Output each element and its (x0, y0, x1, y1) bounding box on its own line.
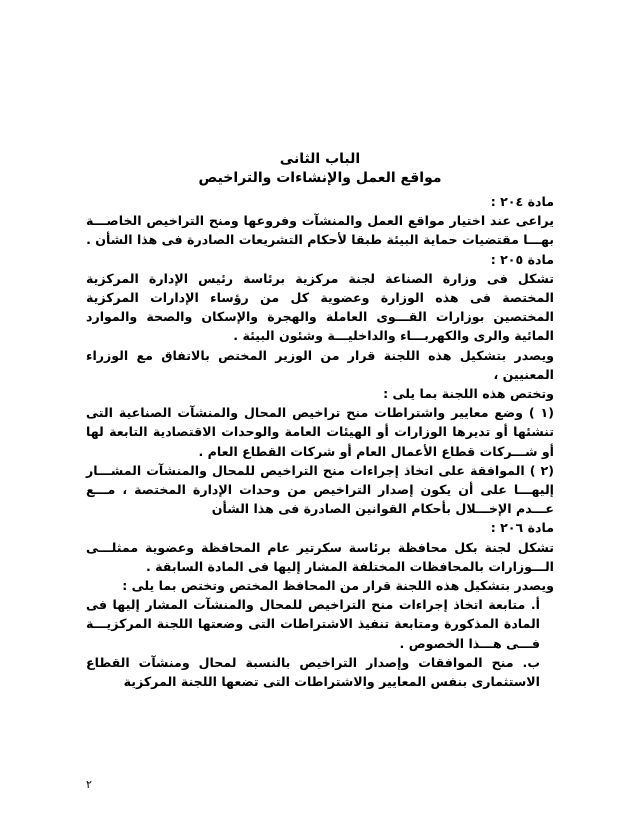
article-205-text: تشكل فى وزارة الصناعة لجنة مركزية برئاسة رئيس الإدارة المركزية المختصة فى هذه الوزارة وعضوية كل من رؤساء الإدارات المركزية المختصين بوزارات القـــوى العاملة والهجرة والإسكان والصحة والموارد المائية والرى والكهربـــاء والداخليـــة وشئون البيئة . (86, 270, 554, 344)
article-206-heading: مادة ٢٠٦ : (490, 520, 554, 536)
article-205-intro: وتختص هذه اللجنة بما يلى : (383, 386, 554, 402)
article-205-decree: ويصدر بتشكيل هذه اللجنة قرار من الوزير المختص بالاتفاق مع الوزراء المعنيين ، (86, 347, 554, 382)
article-204-text: يراعى عند اختيار مواقع العمل والمنشآت وفروعها ومنح التراخيص الخاصـــة بهـــا مقتضيات حماية البيئة طبقا لأحكام التشريعات الصادرة فى هذا الشأن . (86, 213, 554, 248)
chapter-title: الباب الثانى (279, 151, 361, 167)
page-number: ٢ (86, 778, 92, 791)
article-206-item-b: ب. منح الموافقات وإصدار التراخيص بالنسبة لمحال ومنشآت القطاع الاستثمارى بنفس المعايير والاشتراطات التى تضعها اللجنة المركزية (86, 654, 540, 690)
article-204-heading: مادة ٢٠٤ : (490, 194, 554, 209)
article-205-item-1: (١ ) وضع معايير واشتراطات منح تراخيص المحال والمنشآت الصناعية التى تنشئها أو تديرها الوزارات أو الهيئات العامة والوحدات الاقتصادية التابعة لها أو شـــركات قطاع الأعمال العام أو شركات القطاع العام . (86, 405, 554, 459)
article-206-intro: ويصدر بتشكيل هذه اللجنة قرار من المحافظ المختص وتختص بما يلى : (122, 578, 554, 594)
article-206-text: تشكل لجنة بكل محافظة برئاسة سكرتير عام المحافظة وعضوية ممثلـــى الـــوزارات بالمحافظات المختلفة المشار إليها فى المادة السابقة . (86, 539, 554, 574)
chapter-subtitle: مواقع العمل والإنشاءات والتراخيص (198, 170, 442, 186)
article-206-item-a: أ. متابعة اتخاذ إجراءات منح التراخيص للمحال والمنشآت المشار إليها فى المادة المذكورة ومتابعة تنفيذ الاشتراطات التى وضعتها اللجنة المركزيـــة فـــى هـــذا الخصوص . (86, 597, 540, 651)
document-body (86, 150, 554, 691)
article-205-item-2: (٢ ) الموافقة على اتخاذ إجراءات منح التراخيص للمحال والمنشآت المشـــار إليهـــا على أن يكون إصدار التراخيص من وحدات الإدارة المختصة ، مـــع عـــدم الإخـــلال بأحكام القوانين الصادرة فى هذا الشأن (86, 462, 554, 517)
article-205-heading: مادة ٢٠٥ : (490, 251, 554, 267)
